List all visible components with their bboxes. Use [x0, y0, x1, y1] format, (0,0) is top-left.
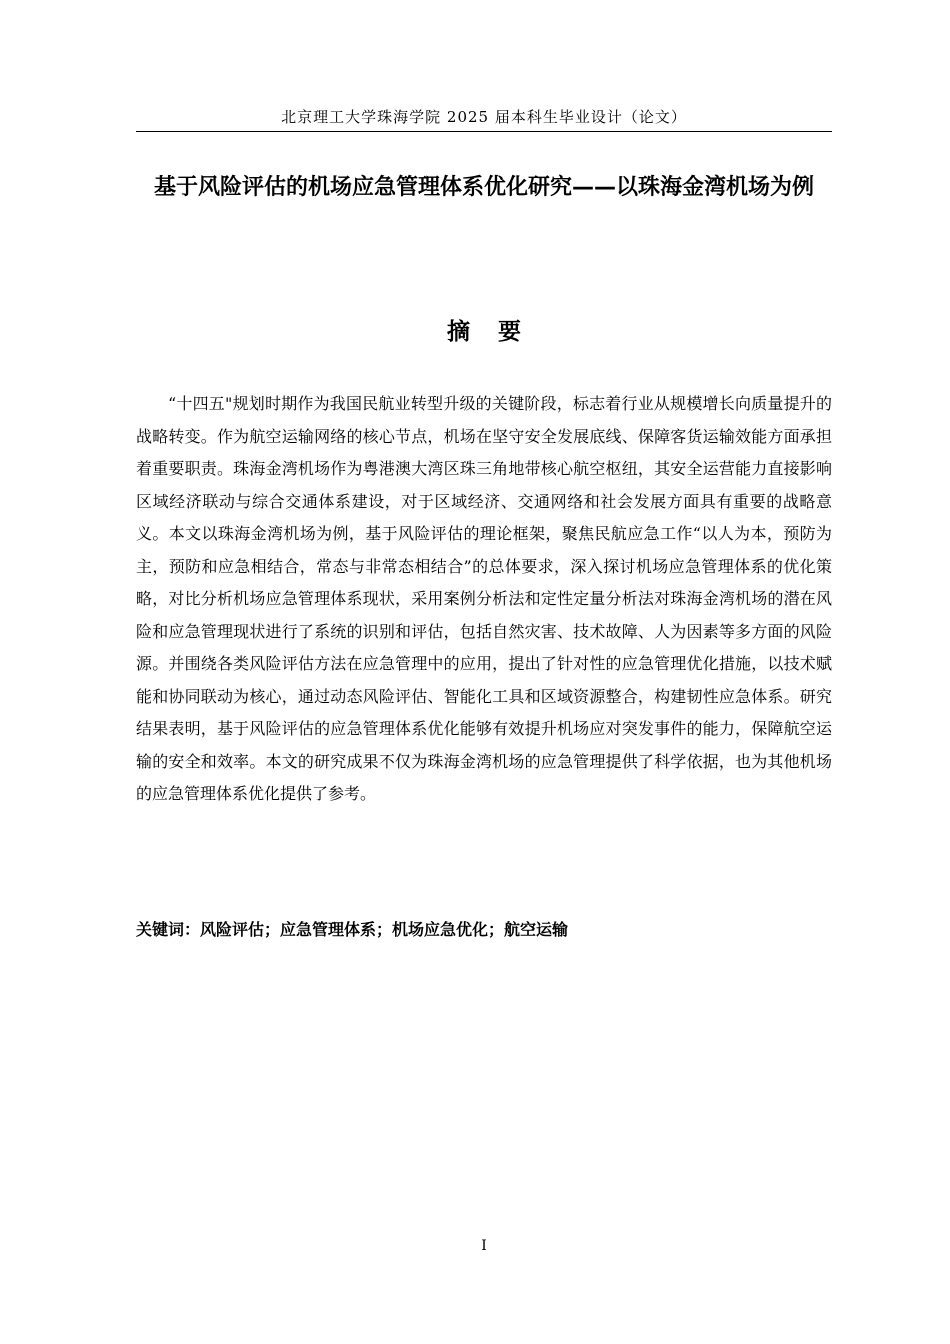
abstract-heading: 摘要 — [447, 319, 549, 345]
page-number: I — [481, 1238, 487, 1254]
header-divider — [136, 131, 832, 132]
keywords-line: 关键词：风险评估；应急管理体系；机场应急优化；航空运输 — [136, 920, 569, 939]
paper-title: 基于风险评估的机场应急管理体系优化研究——以珠海金湾机场为例 — [153, 175, 814, 200]
running-header: 北京理工大学珠海学院 2025 届本科生毕业设计（论文） — [281, 108, 687, 126]
abstract-body: “十四五"规划时期作为我国民航业转型升级的关键阶段，标志着行业从规模增长向质量提升的战略转变。作为航空运输网络的核心节点，机场在坚守安全发展底线、保障客货运输效能方面承担着重要职责。珠海金湾机场作为粤港澳大湾区珠三角地带核心航空枢纽，其安全运营能力直接影响区域经济联动与综合交通体系建设，对于区域经济、交通网络和社会发展方面具有重要的战略意义。本文以珠海金湾机场为例，基于风险评估的理论框架，聚焦民航应急工作“以人为本，预防为主，预防和应急相结合，常态与非常态相结合”的总体要求，深入探讨机场应急管理体系的优化策略，对比分析机场应急管理体系现状，采用案例分析法和定性定量分析法对珠海金湾机场的潜在风险和应急管理现状进行了系统的识别和评估，包括自然灾害、技术故障、人为因素等多方面的风险源。并围绕各类风险评估方法在应急管理中的应用，提出了针对性的应急管理优化措施，以技术赋能和协同联动为核心，通过动态风险评估、智能化工具和区域资源整合，构建韧性应急体系。研究结果表明，基于风险评估的应急管理体系优化能够有效提升机场应对突发事件的能力，保障航空运输的安全和效率。本文的研究成果不仅为珠海金湾机场的应急管理提供了科学依据，也为其他机场的应急管理体系优化提供了参考。 — [136, 394, 832, 803]
